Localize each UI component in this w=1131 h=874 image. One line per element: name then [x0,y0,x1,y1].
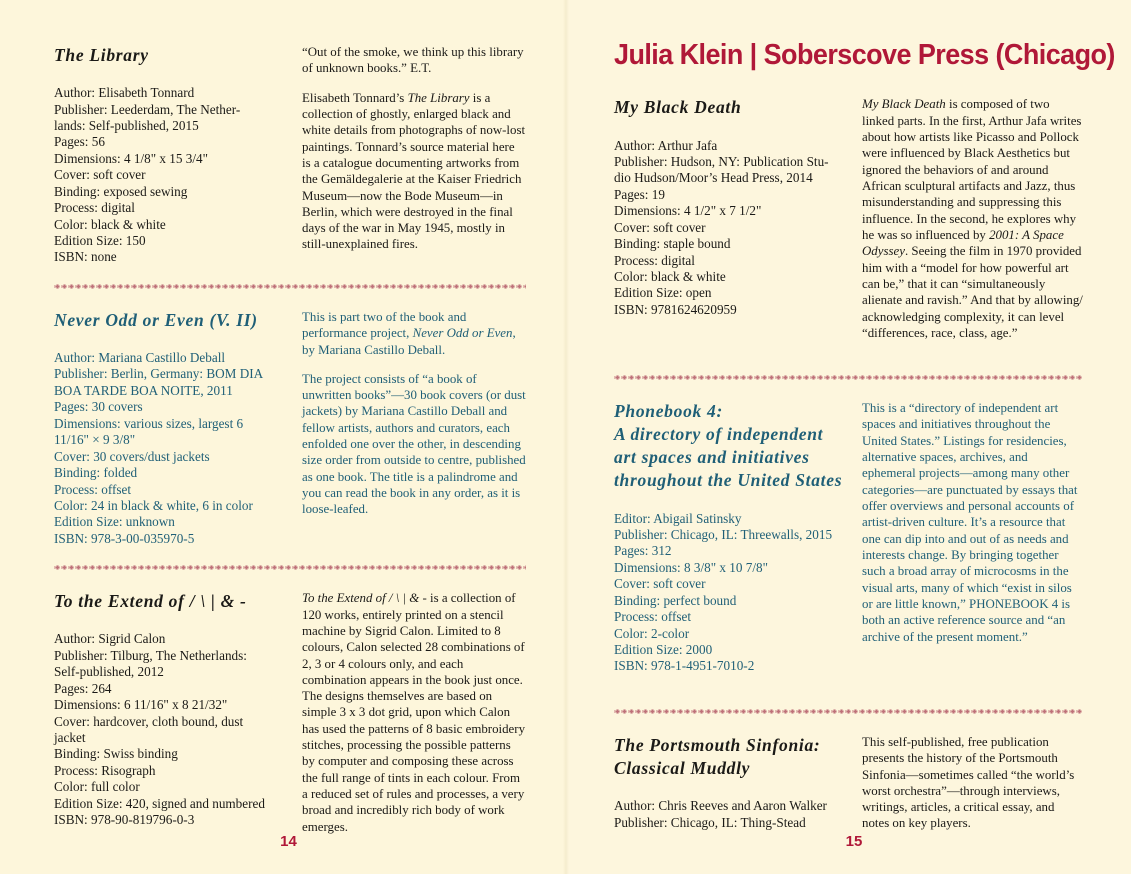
ornamental-divider [614,708,1083,715]
meta-line: Binding: exposed sewing [54,183,188,199]
description-paragraph: This is a “directory of independent art spaces and initiatives throughout the United States.” Listings for residencies, alternative spaces, archives, and ephemeral projects—among many other categories—are punctuated by essays that offer overviews and personal accounts of artist-driven culture. It’s a resource that one can dip into and out of as needs and interests change. By bringing together such a broad array of microcosms in the visual arts, many of which “exist in silos or are little known,” PHONEBOOK 4 is both an active reference source and “an archive of the present moment.” [862,401,1078,644]
entry-title: The Library [54,45,149,65]
meta-line: Pages: 30 covers [54,399,143,415]
meta-line: Color: black & white [54,216,166,232]
description-paragraph: This self-published, free publication presents the history of the Portsmouth Sinfonia—sometimes called “the world’s worst orchestra”—through interviews, writings, articles, a critical essay, and notes on key players. [862,734,1075,831]
meta-line: Cover: soft cover [54,167,146,183]
catalog-entry [614,400,1083,675]
ornamental-divider [54,283,526,290]
meta-line: Pages: 56 [54,134,105,150]
spacer [614,675,1083,691]
meta-line: Dimensions: 6 11/16" x 8 21/32" [54,697,228,713]
entry-description-column [862,96,1083,341]
entry-title: The Portsmouth Sinfonia: Classical Muddly [614,734,821,778]
meta-line: Pages: 19 [614,186,665,202]
ornamental-divider [54,564,526,571]
entry-description-column [302,44,526,253]
meta-line: Publisher: Hudson, NY: Publication Stu- [614,153,829,169]
meta-line: Dimensions: 8 3/8" x 10 7/8" [614,559,769,575]
catalog-entry [54,590,526,835]
meta-line: Edition Size: 2000 [614,642,713,657]
meta-line: Color: black & white [614,269,726,285]
catalog-entry [54,309,526,547]
entry-description-column [862,734,1083,832]
meta-line: Edition Size: 420, signed and numbered [54,795,265,811]
ornamental-divider [614,374,1083,381]
entry-title: To the Extend of / \ | & - [54,591,247,612]
meta-line: Publisher: Berlin, Germany: BOM DIA [54,366,264,382]
entry-metadata-column [614,400,862,675]
meta-line: Dimensions: 4 1/2" x 7 1/2" [614,203,762,219]
meta-line: Process: Risograph [54,762,156,778]
entry-meta-list [54,350,288,547]
meta-line: Process: offset [54,481,132,497]
meta-line: Color: full color [54,779,140,795]
page-number-right: 15 [845,833,863,850]
meta-line: ISBN: none [54,249,117,265]
entry-title: Phonebook 4: A directory of independent art spaces and initiatives throughout the United States [614,401,843,491]
description-paragraph: My Black Death is composed of two linked parts. In the first, Arthur Jafa writes about how artists like Picasso and Pollock were influenced by Black Aesthetics but ignored the behaviors of and around African sculptural artifacts and Jazz, thus misunderstanding and suppressing this influence. In the second, he explores why he was so influenced by 2001: A Space Odyssey. Seeing the film in 1970 provided him with a “model for how powerful art can be,” that it can “simultaneously alienate and ravish.” And that by allowing/ acknowledging complexity, it can level “differences, race, class, age.” [862,97,1083,340]
press-header: Julia Klein | Soberscove Press (Chicago) [614,39,1115,71]
meta-line: Cover: soft cover [614,219,706,235]
page-number-left: 14 [280,833,297,850]
entry-meta-list [614,798,848,831]
entry-title: My Black Death [614,97,742,118]
entry-description-column [302,309,526,518]
meta-line: Binding: staple bound [614,236,731,252]
meta-line: Author: Chris Reeves and Aaron Walker [614,798,827,814]
meta-line: Color: 2-color [614,625,690,641]
description-paragraph: This is part two of the book and performance project, Never Odd or Even, by Mariana Castillo Deball. [302,309,516,357]
meta-line: Author: Sigrid Calon [54,631,166,647]
meta-line: Process: digital [614,252,695,268]
entry-metadata-column [54,44,302,266]
meta-line: ISBN: 978-90-819796-0-3 [54,812,195,828]
meta-line: Self-published, 2012 [54,664,164,680]
entry-description-column [862,400,1083,645]
meta-line: Author: Arthur Jafa [614,137,718,153]
meta-line: Publisher: Leederdam, The Nether- [54,101,241,117]
entry-metadata-column [614,96,862,318]
entry-description-column [302,590,526,835]
meta-line: Pages: 264 [54,680,112,696]
meta-line: Process: offset [614,609,692,625]
entry-metadata-column [614,734,862,831]
meta-line: 11/16" × 9 3/8" [54,432,136,448]
catalog-entry [614,734,1083,832]
meta-line: dio Hudson/Moor’s Head Press, 2014 [614,170,813,186]
entry-metadata-column [54,590,302,828]
meta-line: Dimensions: 4 1/8" x 15 3/4" [54,150,209,166]
meta-line: Edition Size: open [614,285,712,301]
meta-line: Editor: Abigail Satinsky [614,510,742,526]
meta-line: Dimensions: various sizes, largest 6 [54,415,244,431]
meta-line: Color: 24 in black & white, 6 in color [54,497,253,513]
catalog-entry [54,44,526,266]
entry-meta-list [614,138,848,319]
meta-line: Publisher: Chicago, IL: Thing-Stead [614,814,806,830]
meta-line: ISBN: 978-1-4951-7010-2 [614,658,755,674]
description-paragraph: “Out of the smoke, we think up this library of unknown books.” E.T. [302,45,524,76]
meta-line: Author: Mariana Castillo Deball [54,350,226,365]
entry-meta-list [54,85,288,266]
meta-line: Edition Size: 150 [54,233,146,249]
meta-line: Author: Elisabeth Tonnard [54,85,195,101]
entry-meta-list [54,631,288,828]
description-paragraph: To the Extend of / \ | & - is a collection of 120 works, entirely printed on a stencil machine by Sigrid Calon. Limited to 8 colours, Calon selected 28 combinations of 2, 3 or 4 colours only, and each combination appears in the book just once. The designs themselves are based on simple 3 x 3 dot grid, upon which Calon has used the patterns of 8 basic embroidery stitches, processing the possible patterns by computer and composing these across the full range of tints in each colour. From a reduced set of rules and processes, a very broad and incredibly rich body of work emerges. [302,591,526,834]
spacer [614,341,1083,357]
entry-metadata-column [54,309,302,547]
meta-line: Publisher: Chicago, IL: Threewalls, 2015 [614,526,833,542]
meta-line: Cover: hardcover, cloth bound, dust [54,713,244,729]
meta-line: Process: digital [54,200,135,216]
meta-line: ISBN: 9781624620959 [614,301,737,317]
meta-line: Publisher: Tilburg, The Netherlands: [54,647,247,663]
meta-line: Cover: soft cover [614,576,706,592]
meta-line: Binding: perfect bound [614,592,737,608]
entry-title: Never Odd or Even (V. II) [54,309,258,330]
meta-line: Edition Size: unknown [54,514,175,530]
meta-line: ISBN: 978-3-00-035970-5 [54,530,195,546]
entry-meta-list [614,511,848,675]
meta-line: jacket [54,729,86,745]
description-paragraph: The project consists of “a book of unwritten books”—30 book covers (or dust jackets) by Mariana Castillo Deball and fellow artists, authors and curators, each enfolded one over the other, in descending size order from outside to centre, published as one book. The title is a palindrome and you can read the book in any order, as it is loose-leafed. [302,371,526,517]
meta-line: Binding: Swiss binding [54,746,178,762]
meta-line: lands: Self-published, 2015 [54,117,199,133]
description-paragraph: Elisabeth Tonnard’s The Library is a collection of ghostly, enlarged black and white details from photographs of now-lost paintings. Tonnard’s source material here is a catalogue documenting artworks from the Gemäldegalerie at the Kaiser Friedrich Museum—now the Bode Museum—in Berlin, which were destroyed in the final days of the war in May 1945, mostly in still-unexplained fires. [302,90,526,252]
meta-line: Cover: 30 covers/dust jackets [54,448,210,464]
meta-line: Pages: 312 [614,543,672,559]
right-page [566,0,1131,874]
catalog-entry [614,96,1083,341]
meta-line: BOA TARDE BOA NOITE, 2011 [54,382,233,398]
meta-line: Binding: folded [54,465,138,481]
